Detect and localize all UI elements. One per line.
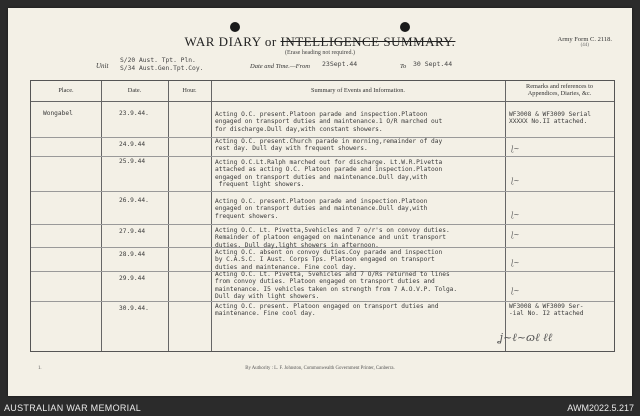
header-date: Date. bbox=[127, 87, 142, 94]
header-place: Place. bbox=[58, 87, 74, 94]
archive-reference: AWM2022.5.217 bbox=[567, 403, 634, 413]
entry-summary: Acting O.C. present.Platoon parade and inspection.Platoon engaged on transport duties and maintenance.Dull day,with frequent showers. bbox=[215, 198, 428, 220]
column-divider bbox=[168, 81, 169, 351]
entry-divider bbox=[31, 191, 614, 192]
initials-mark: ɭ~ bbox=[511, 287, 520, 295]
entry-date: 28.9.44 bbox=[119, 251, 146, 258]
form-subtitle: (Erase heading not required.) bbox=[285, 50, 355, 56]
entry-summary: Acting O.C. Lt. Pivetta, 5vehicles and 7 O/Rs returned to lines from convoy duties. Platoon engaged on transport duties and maintenance. I5 vehicles taken on strength from 7 A.O.V.P. Tolga. Dull day with light showers. bbox=[215, 271, 458, 301]
entry-date: 23.9.44. bbox=[119, 110, 149, 117]
footer-number: 1. bbox=[38, 366, 42, 371]
entry-place: Wongabel bbox=[43, 110, 73, 117]
entry-remarks: WF3008 & WF3009 Ser- -ial No. I2 attached bbox=[509, 303, 584, 318]
unit-label: Unit bbox=[96, 62, 109, 70]
entry-summary: Acting O.C. Lt. Pivetta,5vehicles and 7 o/r's on convoy duties. Remainder of platoon engaged on maintenance and unit transport duties. Dull day,light showers in afternoon. bbox=[215, 227, 450, 249]
header-hour: Hour. bbox=[182, 87, 197, 94]
header-divider bbox=[31, 101, 614, 102]
entry-divider bbox=[31, 224, 614, 225]
form-title bbox=[0, 34, 640, 50]
initials-mark: ɭ~ bbox=[511, 259, 520, 267]
entry-date: 24.9.44 bbox=[119, 141, 146, 148]
entry-divider bbox=[31, 301, 614, 302]
date-from: 23Sept.44 bbox=[322, 60, 358, 68]
footer-printer: By Authority : L. F. Johnston, Commonwealth Government Printer, Canberra. bbox=[245, 366, 395, 371]
entry-date: 27.9.44 bbox=[119, 228, 146, 235]
column-divider bbox=[211, 81, 212, 351]
header-remarks bbox=[505, 83, 614, 97]
header-remarks-line1: Remarks and references to bbox=[526, 83, 593, 90]
initials-mark: ɭ~ bbox=[511, 231, 520, 239]
entry-summary: Acting O.C.Lt.Ralph marched out for discharge. Lt.W.R.Pivetta attached as acting O.C. Platoon parade and inspection.Platoon engaged on transport duties and maintenance.Dull day,with frequent light showers. bbox=[215, 159, 443, 189]
entry-summary: Acting O.C. present.Platoon parade and inspection.Platoon engaged on transport duties and maintenance.1 O/R marched out for discharge.Dull day,with constant showers. bbox=[215, 111, 443, 133]
entry-summary: Acting O.C. present.Church parade in morning,remainder of day rest day. Dull day with frequent showers. bbox=[215, 138, 443, 153]
entry-summary: Acting O.C. present. Platoon engaged on transport duties and maintenance. Fine cool day. bbox=[215, 303, 439, 318]
form-number-text: Army Form C. 2118. bbox=[557, 36, 612, 43]
header-remarks-line2: Appendices, Diaries, &c. bbox=[527, 90, 592, 97]
column-divider bbox=[101, 81, 102, 351]
date-to: 30 Sept.44 bbox=[413, 60, 453, 68]
entry-date: 25.9.44 bbox=[119, 158, 146, 165]
entry-remarks: WF3008 & WF3009 Serial XXXXX No.II attached. bbox=[509, 111, 591, 126]
entry-date: 29.9.44 bbox=[119, 275, 146, 282]
entry-summary: Acting O.C. absent on convoy duties.Coy parade and inspection by C.A.S.C. I Aust. Corps Tps. Platoon engaged on transport duties and maintenance. Fine cool day. bbox=[215, 249, 443, 271]
entry-date: 30.9.44. bbox=[119, 305, 149, 312]
initials-mark: ɭ~ bbox=[511, 145, 520, 153]
title-intelligence-summary: INTELLIGENCE SUMMARY. bbox=[280, 34, 456, 49]
entry-divider bbox=[31, 156, 614, 157]
signature: ʝ~ℓ~ɷℓ ℓℓ bbox=[499, 331, 553, 344]
binder-hole bbox=[400, 22, 410, 32]
initials-mark: ɭ~ bbox=[511, 211, 520, 219]
form-stamp: (44) bbox=[580, 43, 589, 48]
header-summary: Summary of Events and Information. bbox=[311, 87, 405, 94]
initials-mark: ɭ~ bbox=[511, 177, 520, 185]
date-to-label: To bbox=[400, 63, 407, 70]
unit-line-2: S/34 Aust.Gen.Tpt.Coy. bbox=[120, 65, 204, 72]
form-number bbox=[558, 36, 612, 48]
date-time-label: Date and Time.—From bbox=[250, 63, 310, 70]
unit-value bbox=[120, 57, 203, 73]
diary-table bbox=[30, 80, 615, 352]
binder-hole bbox=[230, 22, 240, 32]
title-or: or bbox=[264, 34, 277, 49]
entry-date: 26.9.44. bbox=[119, 197, 149, 204]
title-war-diary: WAR DIARY bbox=[184, 34, 262, 49]
column-divider bbox=[505, 81, 506, 351]
archive-name: AUSTRALIAN WAR MEMORIAL bbox=[4, 403, 142, 413]
unit-line-1: S/20 Aust. Tpt. Pln. bbox=[120, 57, 196, 64]
